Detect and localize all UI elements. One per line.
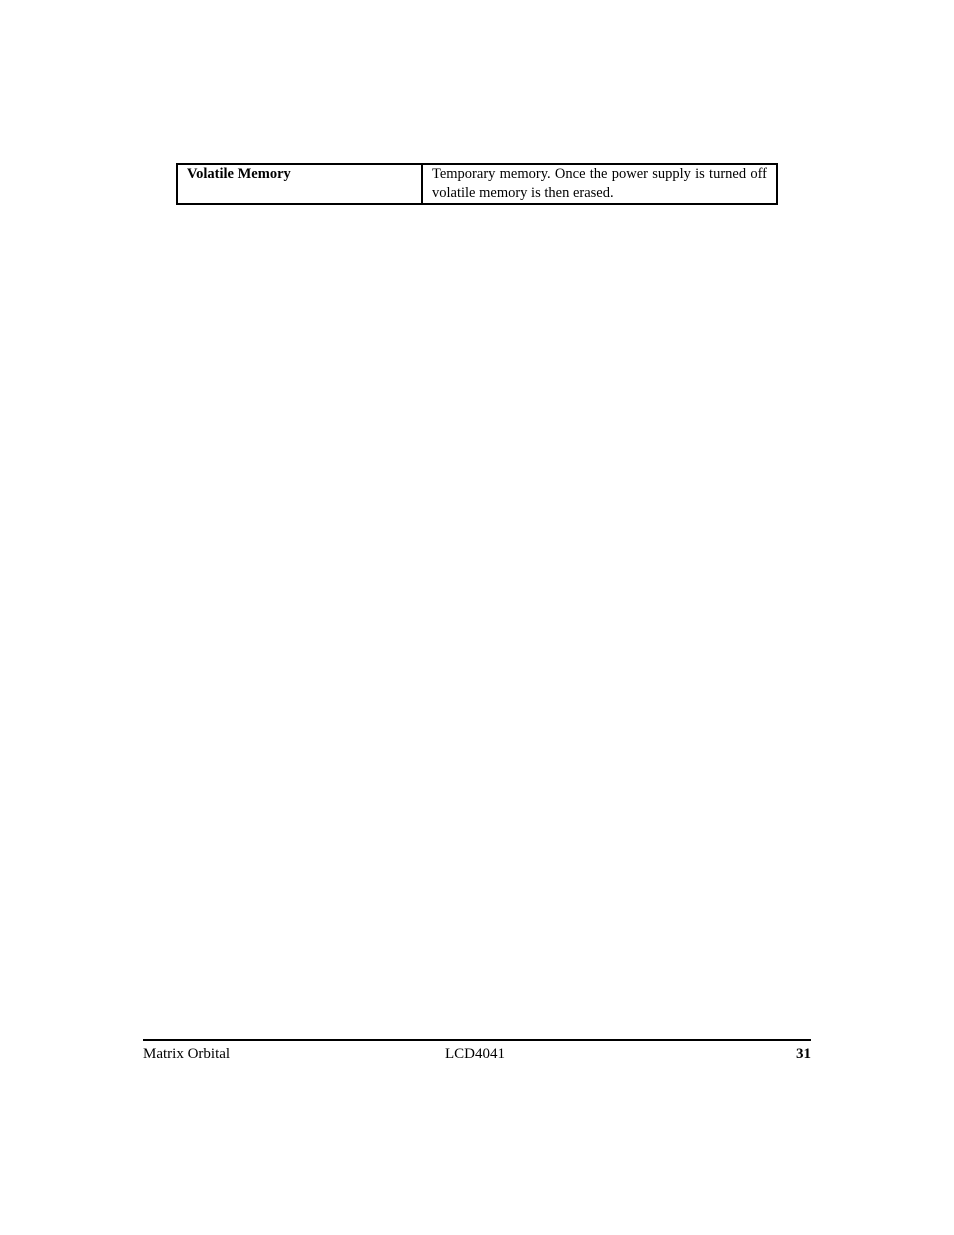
footer-divider [143, 1039, 811, 1041]
footer-company: Matrix Orbital [143, 1046, 231, 1062]
glossary-term: Volatile Memory [177, 164, 422, 204]
table-row [177, 164, 777, 204]
page-number: 31 [796, 1046, 811, 1062]
page-footer [143, 1045, 811, 1065]
glossary-table [176, 163, 778, 205]
glossary-definition: Temporary memory. Once the power supply is turned off volatile memory is then erased. [422, 164, 777, 204]
footer-product: LCD4041 [445, 1046, 505, 1062]
